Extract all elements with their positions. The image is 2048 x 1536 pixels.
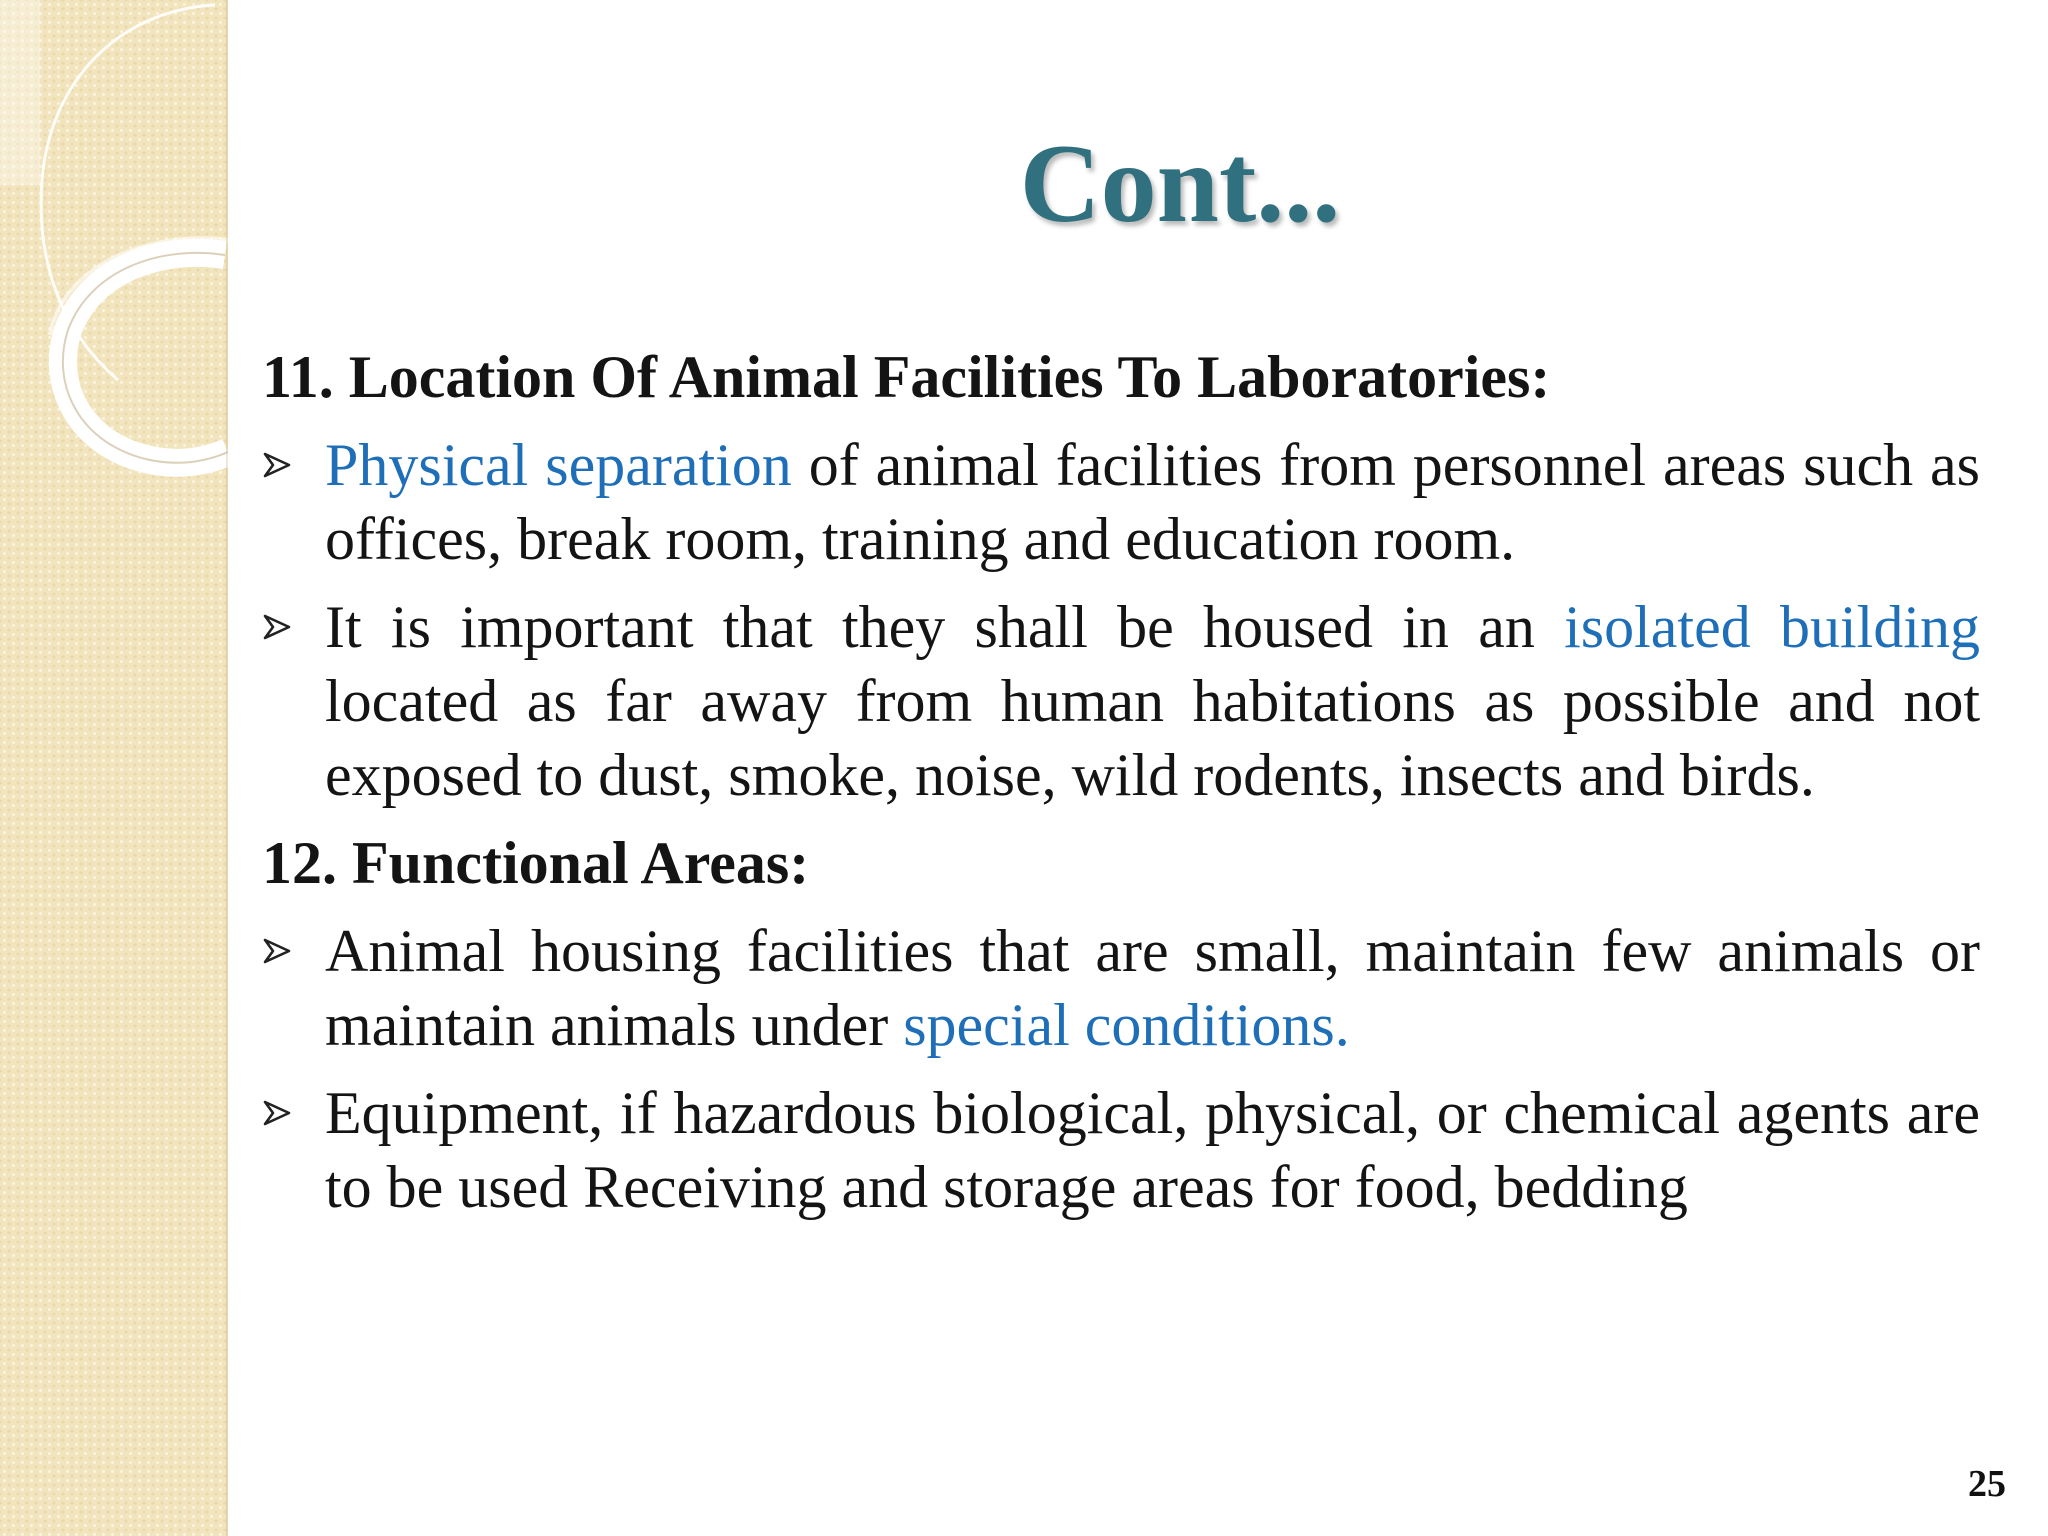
slide-title: Cont... <box>1019 122 1341 246</box>
page-number: 25 <box>1968 1463 2006 1505</box>
highlight-special-conditions: special conditions. <box>903 992 1350 1058</box>
highlight-physical-separation: Physical separation <box>325 432 792 498</box>
arrow-bullet-icon <box>262 428 302 502</box>
bullet-text: Animal housing facilities that are small, maintain few animals or maintain animals under <box>325 918 1980 1058</box>
bullet-physical-separation <box>262 428 1980 576</box>
decorative-rings <box>0 0 228 560</box>
bullet-text: of animal facilities from personnel areas such as offices, break room, training and education room. <box>325 432 1980 572</box>
decorative-side-band <box>0 0 228 1536</box>
section-heading-location: 11. Location Of Animal Facilities To Laboratories: <box>262 344 1551 410</box>
bullet-equipment <box>262 1076 1980 1224</box>
slide-content <box>262 340 1980 1238</box>
section-heading-functional-areas: 12. Functional Areas: <box>262 830 810 896</box>
highlight-isolated-building: isolated building <box>1564 594 1980 660</box>
bullet-animal-housing <box>262 914 1980 1062</box>
bullet-text: located as far away from human habitations as possible and not exposed to dust, smoke, noise, wild rodents, insects and birds. <box>325 668 1980 808</box>
arrow-bullet-icon <box>262 590 302 664</box>
band-edge-shadow <box>226 0 228 1536</box>
bullet-text: Equipment, if hazardous biological, physical, or chemical agents are to be used Receiving and storage areas for food, bedding <box>325 1080 1980 1220</box>
bullet-text: It is important that they shall be housed in an <box>325 594 1565 660</box>
bullet-isolated-building <box>262 590 1980 812</box>
arrow-bullet-icon <box>262 1076 302 1150</box>
arrow-bullet-icon <box>262 914 302 988</box>
